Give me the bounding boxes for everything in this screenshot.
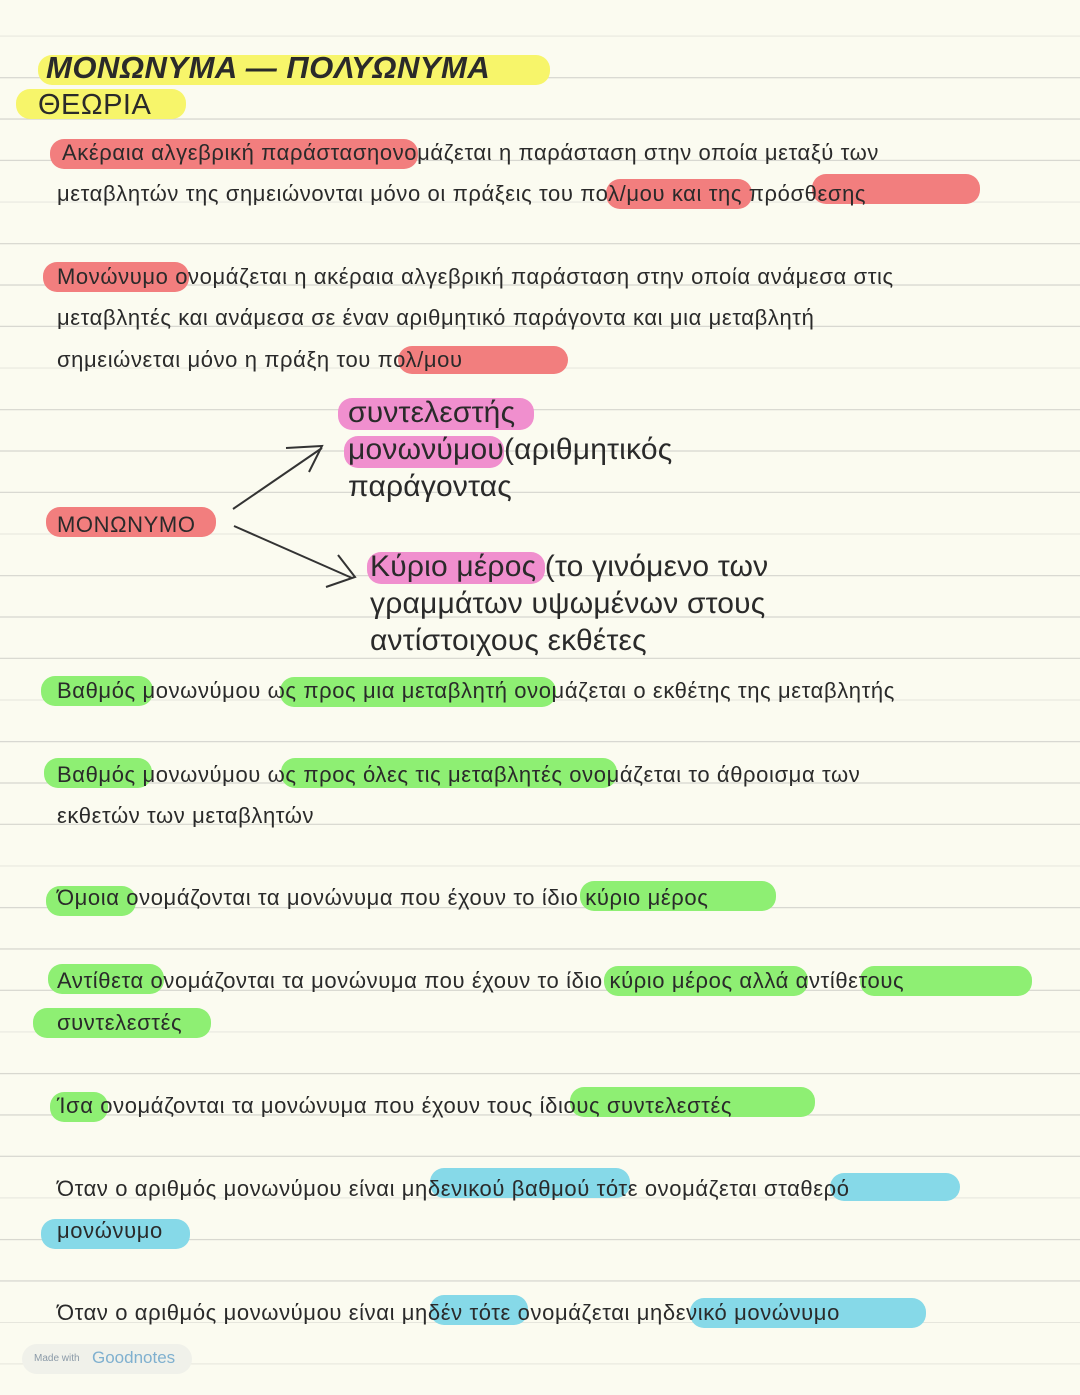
zero-line: Όταν ο αριθμός μονωνύμου είναι μηδέν τότε ονομάζεται μηδενικό μονώνυμο <box>57 1300 840 1325</box>
goodnotes-logo: Goodnotes <box>92 1348 176 1367</box>
akeraia-line-2: μεταβλητών της σημειώνονται μόνο οι πράξεις του πολ/μου και της πρόσθεσης <box>57 181 867 206</box>
opposite-line-2: συντελεστές <box>57 1010 183 1035</box>
diagram-branch2-line3: αντίστοιχους εκθέτες <box>370 624 647 657</box>
equal-line: Ίσα ονομάζονται τα μονώνυμα που έχουν τους ίδιους συντελεστές <box>57 1093 733 1118</box>
arrow-up-line <box>233 448 322 509</box>
page-title: ΜΟΝΩΝΥΜΑ — ΠΟΛΥΩΝΥΜΑ <box>46 50 491 85</box>
akeraia-line-1: Ακέραια αλγεβρική παράστασηονομάζεται η παράσταση στην οποία μεταξύ των <box>62 140 880 165</box>
mononymo-term: Μονώνυμο <box>57 264 169 289</box>
arrow-down-head <box>326 555 355 587</box>
diagram-branch1-line2: μονωνύμου(αριθμητικός <box>348 433 673 466</box>
mononymo-line-3: σημειώνεται μόνο η πράξη του πολ/μου <box>57 347 463 372</box>
diagram-branch1-line1: συντελεστής <box>348 396 516 429</box>
constant-line-1: Όταν ο αριθμός μονωνύμου είναι μηδενικού βαθμού τότε ονομάζεται σταθερό <box>57 1176 850 1201</box>
diagram-root: ΜΟΝΩΝΥΜΟ <box>57 512 196 537</box>
degree2-line-2: εκθετών των μεταβλητών <box>57 803 315 828</box>
diagram-branch2-line1: Κύριο μέρος (το γινόμενο των <box>370 550 769 583</box>
mononymo-line-2: μεταβλητές και ανάμεσα σε έναν αριθμητικό παράγοντα και μια μεταβλητή <box>57 305 815 330</box>
page-subtitle: ΘΕΩΡΙΑ <box>38 89 152 121</box>
opposite-line-1: Αντίθετα ονομάζονται τα μονώνυμα που έχουν το ίδιο κύριο μέρος αλλά αντίθετους <box>57 968 905 993</box>
badge-small-text: Made with <box>34 1353 80 1364</box>
goodnotes-badge[interactable] <box>22 1344 192 1374</box>
mononymo-line-1: Μονώνυμο ονομάζεται η ακέραια αλγεβρική παράσταση στην οποία ανάμεσα στις <box>57 264 894 289</box>
akeraia-term: Ακέραια αλγεβρική παράσταση <box>62 140 380 165</box>
degree1-line: Βαθμός μονωνύμου ως προς μια μεταβλητή ονομάζεται ο εκθέτης της μεταβλητής <box>57 678 895 703</box>
degree2-line-1: Βαθμός μονωνύμου ως προς όλες τις μεταβλητές ονομάζεται το άθροισμα των <box>57 762 861 787</box>
similar-line: Όμοια ονομάζονται τα μονώνυμα που έχουν το ίδιο κύριο μέρος <box>57 885 709 910</box>
arrow-down-line <box>234 526 352 578</box>
diagram-branch2-line2: γραμμάτων υψωμένων στους <box>370 587 766 620</box>
constant-line-2: μονώνυμο <box>57 1218 163 1243</box>
diagram-branch1-line3: παράγοντας <box>348 470 512 503</box>
